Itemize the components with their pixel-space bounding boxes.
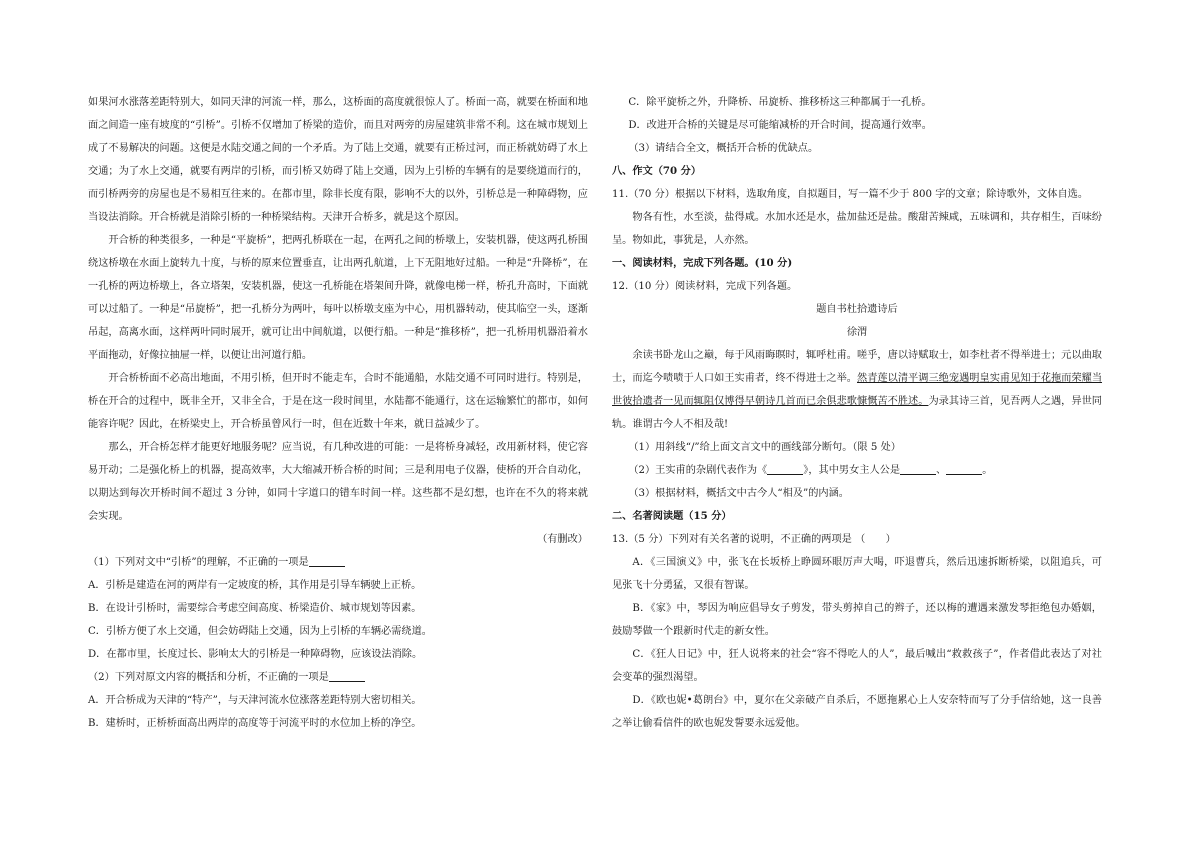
q12-2-text-c: 、 xyxy=(936,465,947,476)
q1-option-a: A．引桥是建造在河的两岸有一定坡度的桥，其作用是引导车辆驶上正桥。 xyxy=(88,580,422,591)
answer-blank[interactable] xyxy=(309,556,345,567)
answer-blank[interactable] xyxy=(900,464,936,475)
q12-2-text-d: 。 xyxy=(982,465,993,476)
passage-paragraph-1: 如果河水涨落差距特别大，如同天津的河流一样，那么，这桥面的高度就很惊人了。桥面一高，就要在桥面和地面之间造一座有坡度的“引桥”。引桥不仅增加了桥梁的造价，而且对两旁的房屋建筑非常不利。这在城市规划上成了不易解决的问题。这便是水陆交通之间的一个矛盾。为了陆上交通，就要有正桥过河，而正桥就妨碍了水上交通；为了水上交通，就要有两岸的引桥，而引桥又妨碍了陆上交通，因为上引桥的车辆有的是要绕道而行的，而引桥两旁的房屋也是不易相互往来的。在都市里，除非长度有限，影响不大的以外，引桥总是一种障碍物，应当设法消除。开合桥就是消除引桥的一种桥梁结构。天津开合桥多，就是这个原因。 xyxy=(88,97,588,223)
question-2-text: （2）下列对原文内容的概括和分析，不正确的一项是 xyxy=(88,672,329,683)
question-1 xyxy=(88,551,588,574)
section-heading-classics: 二、名著阅读题（15 分） xyxy=(612,510,732,522)
question-12-3: （3）根据材料，概括文中古今人“相及”的内涵。 xyxy=(628,488,849,499)
q2-option-a: A．开合桥成为天津的“特产”，与天津河流水位涨落差距特别大密切相关。 xyxy=(88,695,422,706)
answer-blank[interactable] xyxy=(946,464,982,475)
q1-option-b: B．在设计引桥时，需要综合考虑空间高度、桥梁造价、城市规划等因素。 xyxy=(88,603,422,614)
question-2 xyxy=(88,666,588,689)
question-12-2 xyxy=(612,459,1102,482)
passage-paragraph-4: 那么，开合桥怎样才能更好地服务呢？应当说，有几种改进的可能：一是将桥身减轻，改用新材料，使它容易开动；二是强化桥上的机器，提高效率，大大缩减开桥合桥的时间；三是利用电子仪器，使桥的开合自动化，以期达到每次开桥时间不超过 3 分钟，如同十字道口的错车时间一样。这些都不是幻想，也许在不久的将来就会实现。 xyxy=(88,442,588,522)
left-column xyxy=(88,91,588,735)
essay-material: 物各有性，水至淡，盐得咸。水加水还是水，盐加盐还是盐。酸甜苦辣咸，五味调和，共存相生，百味纷呈。物如此，事犹是，人亦然。 xyxy=(612,212,1102,246)
q13-option-b: B．《家》中，琴因为响应倡导女子剪发，带头剪掉自己的辫子，还以梅的遭遇来激发琴拒绝包办婚姻，鼓励琴做一个跟新时代走的新女性。 xyxy=(612,603,1102,637)
question-3: （3）请结合全文，概括开合桥的优缺点。 xyxy=(628,143,819,154)
answer-blank[interactable] xyxy=(329,671,365,682)
passage-paragraph-3: 开合桥桥面不必高出地面，不用引桥，但开时不能走车，合时不能通船，水陆交通不可同时进行。特别是，桥在开合的过程中，既非全开，又非全合，于是在这一段时间里，水陆都不能通行，这在运输繁忙的都市，如何能容许呢？因此，在桥梁史上，开合桥虽曾风行一时，但在近数十年来，就日益减少了。 xyxy=(88,373,588,430)
question-11: 11.（70 分）根据以下材料，选取角度，自拟题目，写一篇不少于 800 字的文章；除诗歌外，文体自选。 xyxy=(612,189,1089,200)
q2-option-d: D．改进开合桥的关键是尽可能缩减桥的开合时间，提高通行效率。 xyxy=(628,120,932,131)
right-column xyxy=(612,91,1102,735)
answer-blank[interactable] xyxy=(767,464,803,475)
q1-option-c: C．引桥方便了水上交通，但会妨碍陆上交通，因为上引桥的车辆必需绕道。 xyxy=(88,626,432,637)
section-heading-reading: 一、阅读材料，完成下列各题。(10 分) xyxy=(612,257,793,269)
poem-title: 题自书杜拾遗诗后 xyxy=(816,304,898,315)
section-heading-essay: 八、作文（70 分） xyxy=(612,165,702,177)
q2-option-b: B．建桥时，正桥桥面高出两岸的高度等于河流平时的水位加上桥的净空。 xyxy=(88,718,422,729)
q1-option-d: D．在都市里，长度过长、影响太大的引桥是一种障碍物，应该设法消除。 xyxy=(88,649,423,660)
q12-2-text-b: 》，其中男女主人公是 xyxy=(803,465,901,476)
poem-author: 徐渭 xyxy=(846,327,868,338)
question-12: 12.（10 分）阅读材料，完成下列各题。 xyxy=(612,281,798,292)
q13-option-d: D．《欧也妮•葛朗台》中，夏尔在父亲破产自杀后，不愿拖累心上人安奈特而写了分手信给她，这一良善之举让偷看信件的欧也妮发誓要永远爱他。 xyxy=(612,695,1102,729)
classical-passage xyxy=(612,344,1102,436)
passage-paragraph-2: 开合桥的种类很多，一种是“平旋桥”，把两孔桥联在一起，在两孔之间的桥墩上，安装机器，使这两孔桥围绕这桥墩在水面上旋转九十度，与桥的原来位置垂直，让出两孔航道，上下无阻地好过船。一种是“升降桥”，在一孔桥的两边桥墩上，各立塔架，安装机器，使这一孔桥能在塔架间升降，就像电梯一样，桥孔升高时，下面就可以过船了。一种是“吊旋桥”，把一孔桥分为两叶，每叶以桥墩支座为中心，用机器转动，使其临空一头，逐渐吊起，高离水面，这样两叶同时展开，就可让出中间航道，以便行船。一种是“推移桥”，把一孔桥用机器沿着水平面拖动，好像拉抽屉一样，以便让出河道行船。 xyxy=(88,235,588,361)
q13-option-c: C．《狂人日记》中，狂人说将来的社会“容不得吃人的人”，最后喊出“救救孩子”，作者借此表达了对社会变革的强烈渴望。 xyxy=(612,649,1102,683)
underlined-text: 然青莲以清平调三绝宠遇明皇实甫见知于花拖而荣耀当世彼拾遗者一见而辄阻仅博得早朝诗几首而已余俱悲歌慷慨苦不胜述。 xyxy=(612,373,1103,407)
classical-text-a: 余读书卧龙山之巅，每于风雨晦暝时，辄呼杜甫。嗟乎，唐以诗赋取士，如李杜者不得举进士；元以曲取士，而迄今啧啧于人口如王实甫者，终不得进士之举。 xyxy=(612,350,1102,384)
q13-option-a: A．《三国演义》中，张飞在长坂桥上睁圆环眼厉声大喝，吓退曹兵，然后迅速拆断桥梁，以阻追兵，可见张飞十分勇猛，又很有智谋。 xyxy=(612,557,1102,591)
q2-option-c: C．除平旋桥之外，升降桥、吊旋桥、推移桥这三种都属于一孔桥。 xyxy=(628,97,932,108)
source-note: （有删改） xyxy=(537,534,588,545)
q12-2-text-a: （2）王实甫的杂剧代表作为《 xyxy=(628,465,768,476)
question-13: 13.（5 分）下列对有关名著的说明，不正确的两项是 （ ） xyxy=(612,534,896,545)
question-1-text: （1）下列对文中“引桥”的理解，不正确的一项是 xyxy=(88,557,309,568)
classical-text-b: 为录其诗三首，见吾两人之遇，异世同轨。谁谓古今人不相及哉! xyxy=(612,396,1102,430)
question-12-1: （1）用斜线“/”给上面文言文中的画线部分断句。（限 5 处） xyxy=(628,442,901,453)
